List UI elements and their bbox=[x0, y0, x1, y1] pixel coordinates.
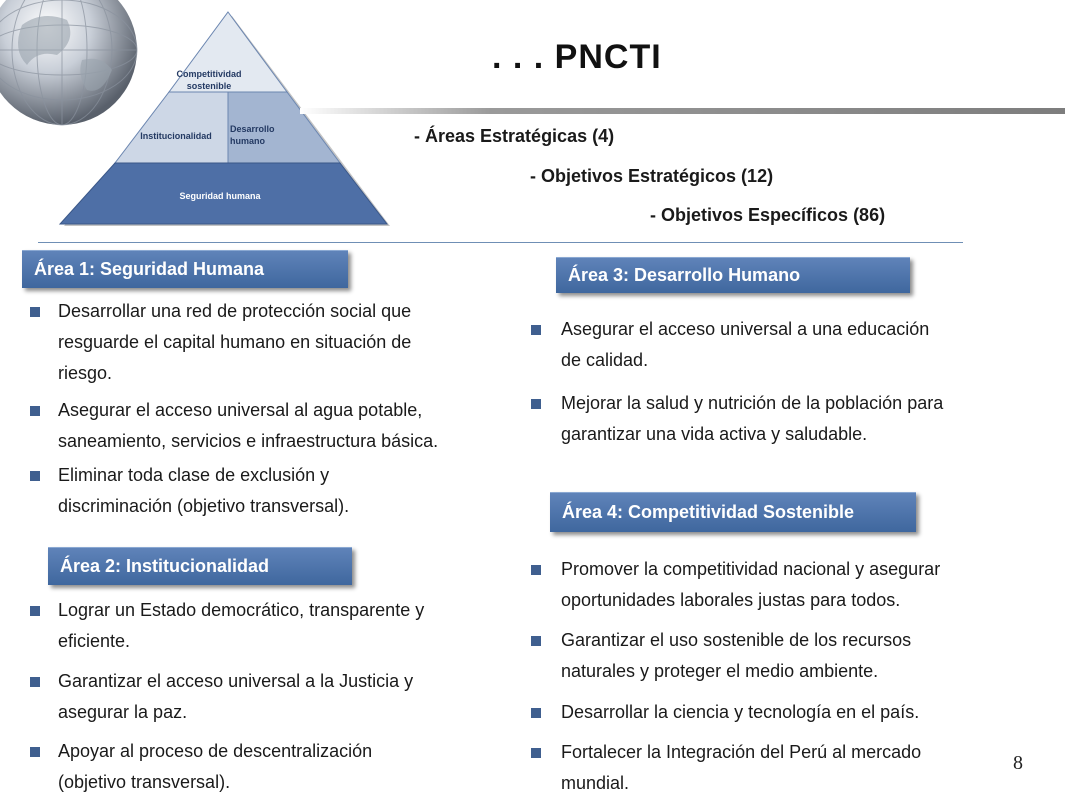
area-2-title: Área 2: Institucionalidad bbox=[60, 556, 270, 576]
bullet-icon bbox=[30, 747, 40, 757]
area-1-item bbox=[30, 296, 520, 391]
area-4-title: Área 4: Competitividad Sostenible bbox=[562, 502, 855, 522]
area-4-header bbox=[550, 492, 916, 532]
area-1-title: Área 1: Seguridad Humana bbox=[34, 259, 265, 279]
title-divider bbox=[300, 108, 1065, 114]
area-2-item-text: Garantizar el acceso universal a la Justicia y asegurar la paz. bbox=[58, 671, 414, 722]
area-2-item bbox=[30, 736, 520, 796]
area-3-item bbox=[531, 314, 1051, 378]
bullet-icon bbox=[531, 708, 541, 718]
summary-specific-objectives: - Objetivos Específicos (86) bbox=[650, 205, 886, 225]
area-3-header bbox=[556, 257, 910, 293]
bullet-icon bbox=[531, 565, 541, 575]
area-4-item-text: Promover la competitividad nacional y asegurar oportunidades laborales justas para todos. bbox=[561, 559, 941, 610]
area-2-item bbox=[30, 595, 520, 659]
bullet-icon bbox=[531, 399, 541, 409]
bullet-icon bbox=[30, 307, 40, 317]
bullet-icon bbox=[531, 636, 541, 646]
pyramid-left-label: Institucionalidad bbox=[140, 131, 212, 141]
area-1-item-text: Eliminar toda clase de exclusión y discriminación (objetivo transversal). bbox=[58, 465, 350, 516]
area-4-item-text: Garantizar el uso sostenible de los recursos naturales y proteger el medio ambiente. bbox=[561, 630, 912, 681]
pyramid-top-label: Competitividad sostenible bbox=[176, 69, 242, 91]
pyramid-right-label: Desarrollo humano bbox=[230, 124, 275, 146]
page-number: 8 bbox=[1013, 752, 1023, 774]
area-1-item bbox=[30, 395, 520, 459]
summary-areas: - Áreas Estratégicas (4) bbox=[414, 126, 615, 146]
bullet-icon bbox=[531, 748, 541, 758]
area-4-item bbox=[531, 554, 1051, 618]
area-1-item-text: Asegurar el acceso universal al agua potable, saneamiento, servicios e infraestructura básica. bbox=[58, 400, 439, 451]
area-1-item bbox=[30, 460, 520, 524]
bullet-icon bbox=[531, 325, 541, 335]
area-3-item-text: Mejorar la salud y nutrición de la población para garantizar una vida activa y saludable. bbox=[561, 393, 944, 444]
page-title: . . . PNCTI bbox=[492, 38, 662, 76]
area-4-item bbox=[531, 737, 1001, 796]
area-4-item bbox=[531, 625, 1051, 689]
area-2-item-text: Lograr un Estado democrático, transparente y eficiente. bbox=[58, 600, 425, 651]
area-1-header bbox=[22, 250, 348, 288]
bullet-icon bbox=[30, 606, 40, 616]
pyramid-bottom-label: Seguridad humana bbox=[179, 191, 261, 201]
area-2-item-text: Apoyar al proceso de descentralización (objetivo transversal). bbox=[58, 741, 373, 792]
section-divider bbox=[38, 242, 963, 243]
bullet-icon bbox=[30, 406, 40, 416]
area-3-title: Área 3: Desarrollo Humano bbox=[568, 265, 801, 285]
summary-strategic-objectives: - Objetivos Estratégicos (12) bbox=[530, 166, 774, 186]
area-4-item-text: Fortalecer la Integración del Perú al mercado mundial. bbox=[561, 742, 922, 793]
bullet-icon bbox=[30, 471, 40, 481]
area-4-item-text: Desarrollar la ciencia y tecnología en el país. bbox=[561, 702, 920, 722]
area-1-item-text: Desarrollar una red de protección social que resguarde el capital humano en situación de riesgo. bbox=[58, 301, 412, 383]
area-2-header bbox=[48, 547, 352, 585]
area-3-item bbox=[531, 388, 1051, 452]
area-4-item bbox=[531, 697, 1051, 731]
bullet-icon bbox=[30, 677, 40, 687]
area-2-item bbox=[30, 666, 520, 730]
area-3-item-text: Asegurar el acceso universal a una educación de calidad. bbox=[561, 319, 930, 370]
